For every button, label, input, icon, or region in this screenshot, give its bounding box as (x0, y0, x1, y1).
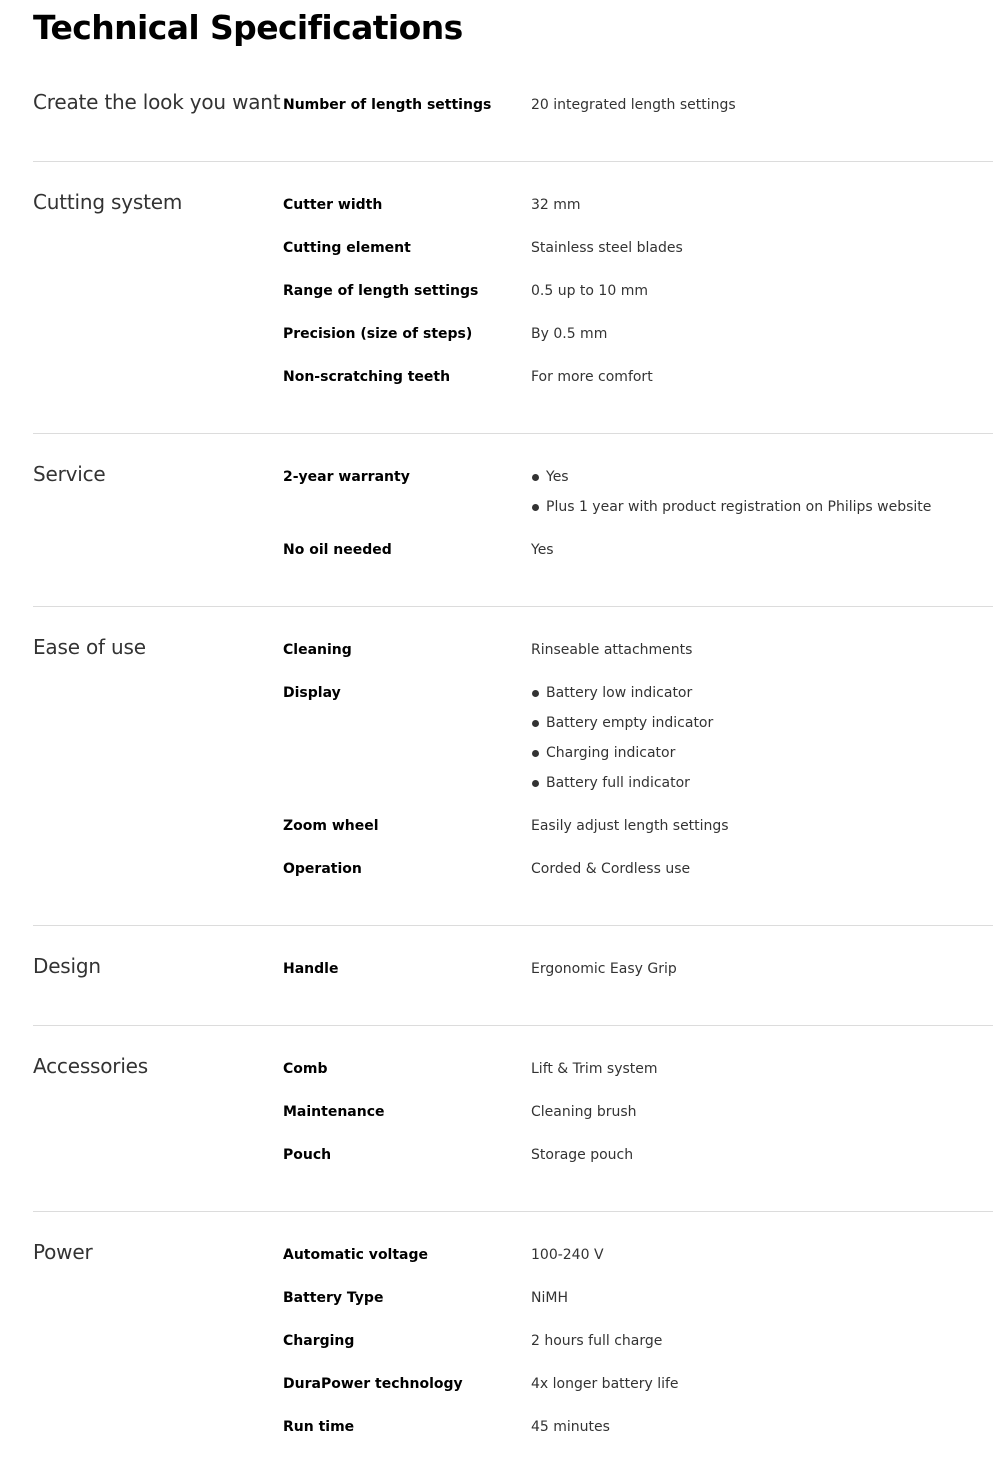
spec-list (283, 90, 993, 133)
spec-label: Operation (283, 861, 362, 877)
spec-value: Corded & Cordless use (531, 861, 691, 877)
page-title: Technical Specifications (33, 8, 463, 47)
spec-section (33, 434, 993, 607)
spec-sections (33, 62, 993, 1483)
spec-bullet-item: Charging indicator (531, 738, 993, 768)
spec-value: Storage pouch (531, 1147, 634, 1163)
spec-list (283, 462, 993, 578)
spec-label: Automatic voltage (283, 1247, 429, 1263)
spec-row (283, 276, 993, 319)
spec-label: Comb (283, 1061, 328, 1077)
spec-label: Number of length settings (283, 97, 492, 113)
spec-value: 2 hours full charge (531, 1333, 663, 1349)
spec-row (283, 954, 993, 997)
spec-label: Cutting element (283, 240, 411, 256)
spec-label: Cutter width (283, 197, 383, 213)
spec-label: DuraPower technology (283, 1376, 463, 1392)
spec-value: Cleaning brush (531, 1104, 637, 1120)
spec-bullet-item: Plus 1 year with product registration on Philips website (531, 492, 993, 522)
spec-section (33, 1212, 993, 1483)
spec-value: 32 mm (531, 197, 581, 213)
spec-label: Non-scratching teeth (283, 369, 451, 385)
spec-bullet-item: Battery full indicator (531, 768, 993, 798)
spec-row (283, 1140, 993, 1183)
spec-value: 45 minutes (531, 1419, 610, 1435)
spec-list (283, 954, 993, 997)
spec-section (33, 62, 993, 162)
spec-row (283, 1369, 993, 1412)
spec-value: 4x longer battery life (531, 1376, 679, 1392)
spec-label: Range of length settings (283, 283, 479, 299)
spec-value: 100-240 V (531, 1247, 604, 1263)
section-title: Design (33, 954, 101, 978)
section-title: Create the look you want (33, 90, 281, 114)
spec-label: Zoom wheel (283, 818, 379, 834)
spec-row (283, 535, 993, 578)
spec-row (283, 362, 993, 405)
section-title: Service (33, 462, 106, 486)
spec-list (283, 635, 993, 897)
spec-value: Ergonomic Easy Grip (531, 961, 677, 977)
spec-section (33, 607, 993, 926)
spec-value: NiMH (531, 1290, 568, 1306)
spec-bullet-item: Battery empty indicator (531, 708, 993, 738)
spec-value: Yes (531, 542, 554, 558)
spec-list (283, 1240, 993, 1455)
spec-value (531, 462, 993, 522)
spec-value: 0.5 up to 10 mm (531, 283, 648, 299)
spec-value (531, 678, 993, 798)
spec-row (283, 678, 993, 811)
spec-label: Run time (283, 1419, 355, 1435)
spec-label: Display (283, 685, 341, 701)
section-title: Accessories (33, 1054, 149, 1078)
spec-row (283, 462, 993, 535)
spec-row (283, 1412, 993, 1455)
spec-label: Pouch (283, 1147, 332, 1163)
spec-value: For more comfort (531, 369, 653, 385)
spec-row (283, 811, 993, 854)
spec-list (283, 1054, 993, 1183)
spec-row (283, 1054, 993, 1097)
spec-label: Battery Type (283, 1290, 384, 1306)
spec-bullet-list (531, 462, 993, 522)
spec-row (283, 1326, 993, 1369)
spec-row (283, 233, 993, 276)
section-title: Power (33, 1240, 93, 1264)
spec-value: By 0.5 mm (531, 326, 608, 342)
spec-label: Cleaning (283, 642, 352, 658)
spec-row (283, 635, 993, 678)
spec-row (283, 90, 993, 133)
spec-bullet-item: Yes (531, 462, 993, 492)
spec-value: Lift & Trim system (531, 1061, 658, 1077)
spec-row (283, 1097, 993, 1140)
spec-value: Easily adjust length settings (531, 818, 729, 834)
spec-bullet-item: Battery low indicator (531, 678, 993, 708)
spec-value: 20 integrated length settings (531, 97, 736, 113)
spec-label: Precision (size of steps) (283, 326, 473, 342)
spec-section (33, 1026, 993, 1212)
section-title: Cutting system (33, 190, 183, 214)
spec-row (283, 319, 993, 362)
spec-section (33, 926, 993, 1026)
spec-value: Stainless steel blades (531, 240, 683, 256)
spec-row (283, 190, 993, 233)
spec-row (283, 1283, 993, 1326)
spec-row (283, 1240, 993, 1283)
spec-row (283, 854, 993, 897)
section-title: Ease of use (33, 635, 146, 659)
spec-label: Charging (283, 1333, 355, 1349)
spec-label: No oil needed (283, 542, 392, 558)
spec-label: 2-year warranty (283, 469, 410, 485)
spec-list (283, 190, 993, 405)
spec-bullet-list (531, 678, 993, 798)
spec-label: Maintenance (283, 1104, 385, 1120)
spec-section (33, 162, 993, 434)
spec-value: Rinseable attachments (531, 642, 693, 658)
spec-label: Handle (283, 961, 339, 977)
